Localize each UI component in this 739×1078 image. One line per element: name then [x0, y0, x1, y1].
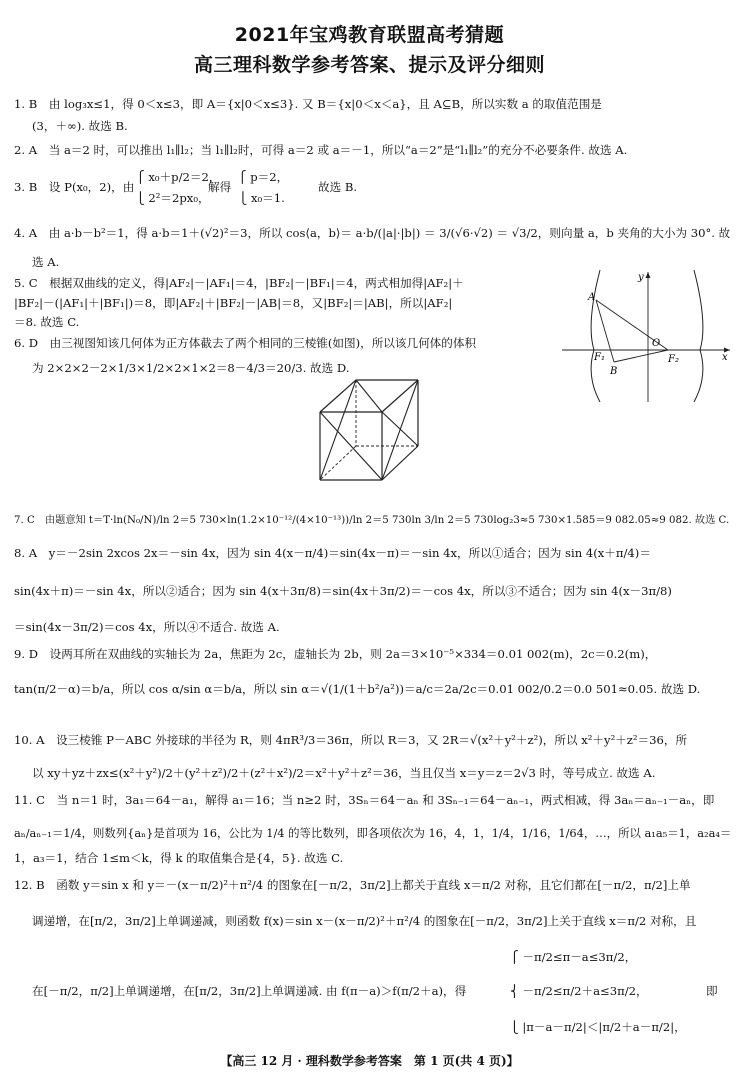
- label-x: x: [722, 352, 728, 363]
- text-line: 8. A y＝－2sin 2xcos 2x＝－sin 4x，因为 sin 4(x－π/4)＝sin(4x－π)＝－sin 4x，所以①适合；因为 sin 4(x＋π/4)＝: [14, 546, 651, 560]
- text-line: 7. C 由题意知 t＝T·ln(N₀/N)/ln 2＝5 730×ln(1.2×10⁻¹²/(4×10⁻¹³))/ln 2＝5 730ln 3/ln 2＝5 730log₂3≈5 730×1.585＝9 082.05≈9 082. 故选 C.: [14, 515, 730, 526]
- text-line: (3，＋∞). 故选 B.: [32, 119, 128, 133]
- title-line-2: 高三理科数学参考答案、提示及评分细则: [193, 54, 545, 76]
- text-line: 以 xy＋yz＋zx≤(x²＋y²)/2＋(y²＋z²)/2＋(z²＋x²)/2＝x²＋y²＋z²＝36，当且仅当 x＝y＝z＝2√3 时，等号成立. 故选 A.: [32, 766, 656, 780]
- text-line: 4. A 由 a·b－b²＝1，得 a·b＝1＋(√2)²＝3，所以 cos⟨a，b⟩＝ a·b/(|a|·|b|) ＝ 3/(√6·√2) ＝ √3/2，则向量 a，b 夹角的大小为 30°. 故: [14, 226, 731, 240]
- text-line: ⎧ －π/2≤π－a≤3π/2，: [510, 950, 637, 964]
- text-line: 6. D 由三视图知该几何体为正方体截去了两个相同的三棱锥(如图)，所以该几何体的体积: [14, 336, 477, 350]
- text-line: ＝8. 故选 C.: [14, 315, 80, 329]
- text-line: 1，a₃＝1，结合 1≤m＜k，得 k 的取值集合是{4，5}. 故选 C.: [14, 851, 344, 865]
- text-line: 为 2×2×2－2×1/3×1/2×2×1×2＝8－4/3＝20/3. 故选 D.: [32, 361, 350, 375]
- label-a: A: [588, 292, 596, 303]
- text-line: 调递增，在[π/2，3π/2]上单调递减，则函数 f(x)＝sin x－(x－π/2)²＋π²/4 的图象在[－π/2，3π/2]上关于直线 x＝π/2 对称，且: [32, 914, 697, 928]
- label-b: B: [610, 366, 618, 377]
- text-line: sin(4x＋π)＝－sin 4x，所以②适合；因为 sin 4(x＋3π/8)＝sin(4x＋3π/2)＝－cos 4x，所以③不适合；因为 sin 4(x－3π/8): [14, 584, 672, 598]
- text-line: 9. D 设两耳所在双曲线的实轴长为 2a，焦距为 2c，虚轴长为 2b，则 2a＝3×10⁻⁵×334＝0.01 002(m)，2c＝0.2(m)，: [14, 647, 657, 661]
- text-line: aₙ/aₙ₋₁＝1/4，则数列{aₙ}是首项为 16，公比为 1/4 的等比数列，即各项依次为 16，4，1，1/4，1/16，1/64，…，所以 a₁a₅＝1，a₂a₄＝: [14, 826, 732, 840]
- title-line-1: 2021年宝鸡教育联盟高考猜题: [234, 24, 505, 46]
- text-line: 1. B 由 log₃x≤1，得 0＜x≤3，即 A＝{x|0＜x≤3}. 又 B＝{x|0＜x＜a}，且 A⊆B，所以实数 a 的取值范围是: [14, 97, 602, 111]
- text-line: 5. C 根据双曲线的定义，得|AF₂|－|AF₁|＝4，|BF₂|－|BF₁|＝4，两式相加得|AF₂|＋: [14, 276, 464, 290]
- text-line: ⎧ x₀＋p/2＝2， ⎧ p＝2，: [136, 170, 289, 184]
- text-line: 3. B 设 P(x₀，2)，由: [14, 180, 135, 194]
- text-line: 解得: [208, 180, 232, 194]
- text-line: 12. B 函数 y＝sin x 和 y＝－(x－π/2)²＋π²/4 的图象在[－π/2，3π/2]上都关于直线 x＝π/2 对称，且它们都在[－π/2，π/2]上单: [14, 878, 691, 892]
- text-line: 选 A.: [32, 255, 60, 269]
- text-line: ⎩ 2²＝2px₀， ⎩ x₀＝1.: [136, 191, 285, 205]
- hyperbola-figure: [560, 268, 732, 404]
- text-line: 在[－π/2，π/2]上单调递增，在[π/2，3π/2]上单调递减. 由 f(π－a)＞f(π/2＋a)，得: [32, 984, 467, 998]
- text-line: 即: [706, 984, 718, 998]
- text-line: tan(π/2－α)＝b/a，所以 cos α/sin α＝b/a，所以 sin α＝√(1/(1＋b²/a²))＝a/c＝2a/2c＝0.01 002/0.2＝0.0 501≈0.05. 故选 D.: [14, 682, 701, 696]
- text-line: |BF₂|－(|AF₁|＋|BF₁|)＝8，即|AF₂|＋|BF₂|－|AB|＝8，又|BF₂|＝|AB|，所以|AF₂|: [14, 296, 453, 310]
- text-line: 故选 B.: [318, 180, 358, 194]
- text-line: ⎨ －π/2≤π/2＋a≤3π/2，: [510, 984, 648, 998]
- label-y: y: [638, 272, 644, 283]
- text-line: 10. A 设三棱锥 P－ABC 外接球的半径为 R，则 4πR³/3＝36π，所以 R＝3，又 2R＝√(x²＋y²＋z²)，所以 x²＋y²＋z²＝36，所: [14, 733, 688, 747]
- text-line: ＝sin(4x－3π/2)＝cos 4x，所以④不适合. 故选 A.: [14, 620, 280, 634]
- text-line: ⎩ |π－a－π/2|＜|π/2＋a－π/2|，: [510, 1020, 686, 1034]
- label-f2: F₂: [668, 354, 679, 365]
- text-line: 11. C 当 n＝1 时，3a₁＝64－a₁，解得 a₁＝16；当 n≥2 时，3Sₙ＝64－aₙ 和 3Sₙ₋₁＝64－aₙ₋₁，两式相减，得 3aₙ＝aₙ₋₁－aₙ，即: [14, 793, 715, 807]
- page-footer: 【高三 12 月 · 理科数学参考答案 第 1 页(共 4 页)】: [220, 1054, 519, 1068]
- label-o: O: [652, 338, 661, 349]
- cube-figure: [318, 372, 420, 490]
- label-f1: F₁: [594, 352, 605, 363]
- text-line: 2. A 当 a＝2 时，可以推出 l₁∥l₂；当 l₁∥l₂时，可得 a＝2 或 a＝－1，所以“a＝2”是“l₁∥l₂”的充分不必要条件. 故选 A.: [14, 143, 628, 157]
